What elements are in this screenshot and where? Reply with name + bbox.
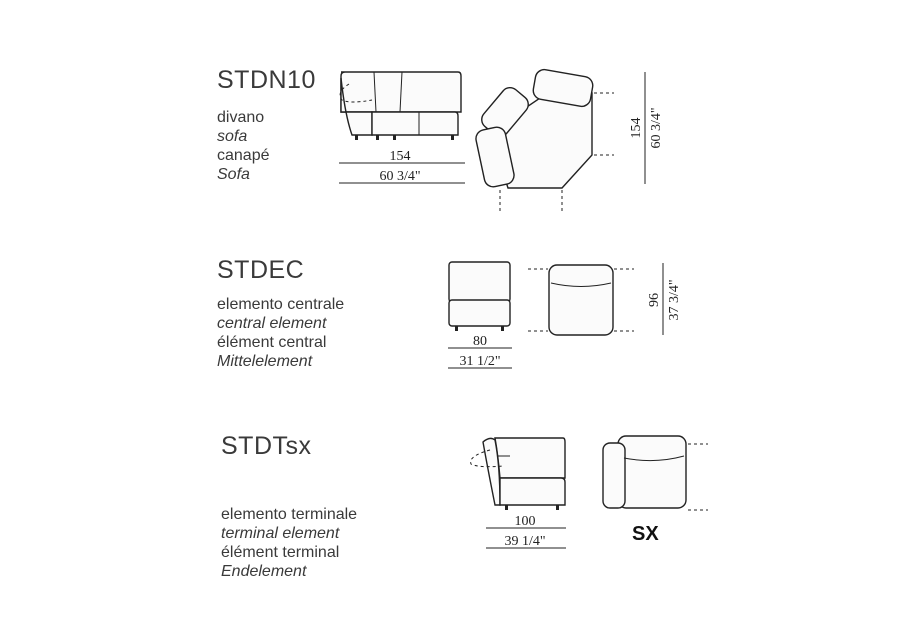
desc-it: divano bbox=[217, 109, 265, 126]
desc-de: Endelement bbox=[221, 563, 307, 580]
stdn10-depth-cm: 154 bbox=[629, 117, 644, 139]
desc-en: terminal element bbox=[221, 525, 340, 542]
side-label-sx: SX bbox=[632, 523, 659, 545]
stdtsx-top-view bbox=[603, 436, 708, 510]
stdec-depth-in: 37 3/4" bbox=[667, 279, 682, 321]
stdn10-top-view bbox=[474, 68, 645, 212]
stdec-depth-cm: 96 bbox=[647, 293, 662, 307]
stdec-width-in: 31 1/2" bbox=[459, 354, 501, 369]
stdn10-front-view bbox=[339, 72, 465, 183]
stdec-front-view bbox=[448, 262, 512, 368]
stdn10-width-in: 60 3/4" bbox=[379, 169, 421, 184]
stdtsx-width-cm: 100 bbox=[514, 514, 536, 529]
stdtsx-width-in: 39 1/4" bbox=[504, 534, 546, 549]
desc-it: elemento centrale bbox=[217, 296, 345, 313]
desc-fr: canapé bbox=[217, 147, 270, 164]
stdtsx-code: STDTsx bbox=[221, 432, 312, 460]
stdn10-code: STDN10 bbox=[217, 66, 316, 94]
desc-de: Mittelelement bbox=[217, 353, 313, 370]
desc-en: central element bbox=[217, 315, 327, 332]
stdec-top-view bbox=[528, 263, 663, 335]
stdec-width-cm: 80 bbox=[473, 334, 487, 349]
desc-de: Sofa bbox=[217, 166, 250, 183]
stdtsx-front-view bbox=[471, 438, 566, 548]
desc-fr: élément central bbox=[217, 334, 327, 351]
stdn10-width-cm: 154 bbox=[389, 149, 411, 164]
desc-en: sofa bbox=[217, 128, 248, 145]
stdec-code: STDEC bbox=[217, 256, 305, 284]
stdn10-depth-in: 60 3/4" bbox=[649, 107, 664, 149]
desc-fr: élément terminal bbox=[221, 544, 340, 561]
desc-it: elemento terminale bbox=[221, 506, 358, 523]
